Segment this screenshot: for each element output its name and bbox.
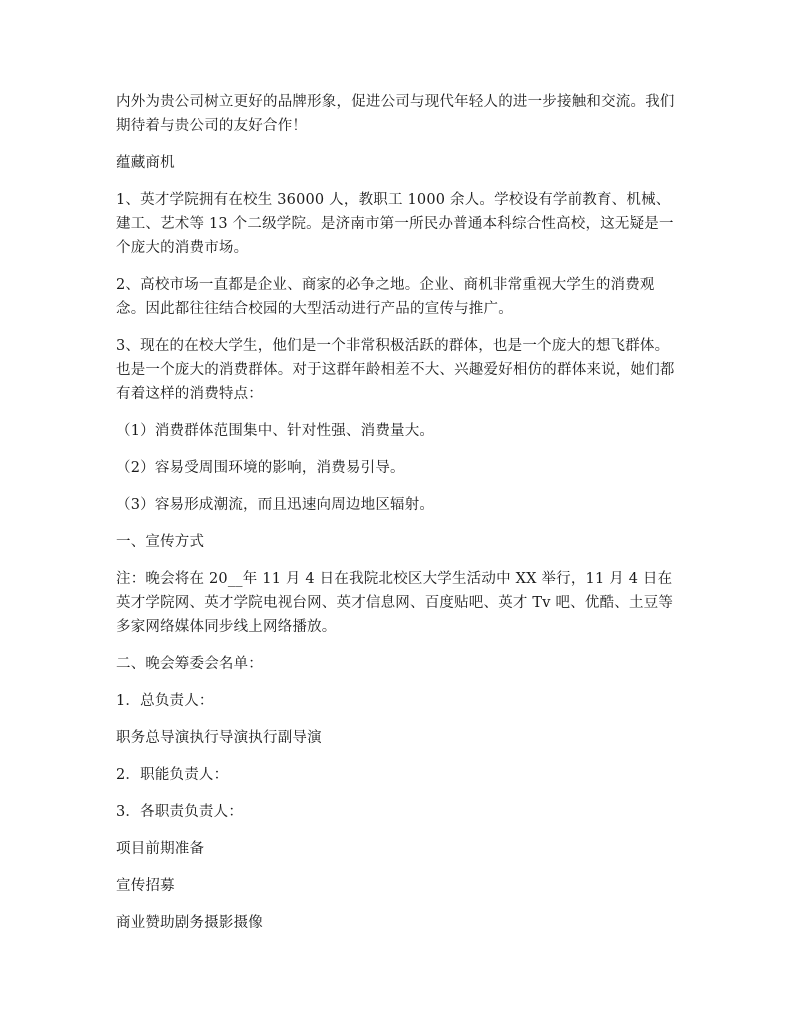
item-director-roles: 职务总导演执行导演执行副导演 <box>116 730 322 746</box>
item-project-preparation: 项目前期准备 <box>116 841 205 857</box>
item-sponsorship-crew: 商业赞助剧务摄影摄像 <box>116 915 263 931</box>
list-item-feature-2: （2）容易受周围环境的影响，消费易引导。 <box>116 460 405 476</box>
item-duty-leads: 3．各职责负责人： <box>116 804 244 820</box>
paragraph-point-3: 3、现在的在校大学生，他们是一个非常积极活跃的群体，也是一个庞大的想飞群体。也是一个庞大的消费群体。对于这群年龄相差不大、兴趣爱好相仿的群体来说，她们都有着这样的消费特点： <box>116 338 675 402</box>
document-page <box>116 90 678 935</box>
heading-business-opportunity: 蕴藏商机 <box>116 155 175 171</box>
item-general-lead: 1．总负责人： <box>116 693 214 709</box>
paragraph-point-2: 2、高校市场一直都是企业、商家的必争之地。企业、商机非常重视大学生的消费观念。因此都往往结合校园的大型活动进行产品的宣传与推广。 <box>116 277 655 317</box>
paragraph-point-1: 1、英才学院拥有在校生 36000 人，教职工 1000 余人。学校设有学前教育、机械、建工、艺术等 13 个二级学院。是济南市第一所民办普通本科综合性高校，这无疑是一个庞大的消费市场。 <box>116 192 674 256</box>
heading-committee-list: 二、晚会筹委会名单： <box>116 656 263 672</box>
heading-promotion-method: 一、宣传方式 <box>116 534 205 550</box>
item-publicity-recruitment: 宣传招募 <box>116 878 175 894</box>
item-functional-lead: 2．职能负责人： <box>116 767 229 783</box>
list-item-feature-1: （1）消费群体范围集中、针对性强、消费量大。 <box>116 423 435 439</box>
paragraph-intro: 内外为贵公司树立更好的品牌形象，促进公司与现代年轻人的进一步接触和交流。我们期待着与贵公司的友好合作！ <box>116 94 675 134</box>
list-item-feature-3: （3）容易形成潮流，而且迅速向周边地区辐射。 <box>116 497 435 513</box>
paragraph-note: 注：晚会将在 20__年 11 月 4 日在我院北校区大学生活动中 XX 举行，11 月 4 日在英才学院网、英才学院电视台网、英才信息网、百度贴吧、英才 Tv 吧、优酷、土豆等多家网络媒体同步线上网络播放。 <box>116 571 674 635</box>
